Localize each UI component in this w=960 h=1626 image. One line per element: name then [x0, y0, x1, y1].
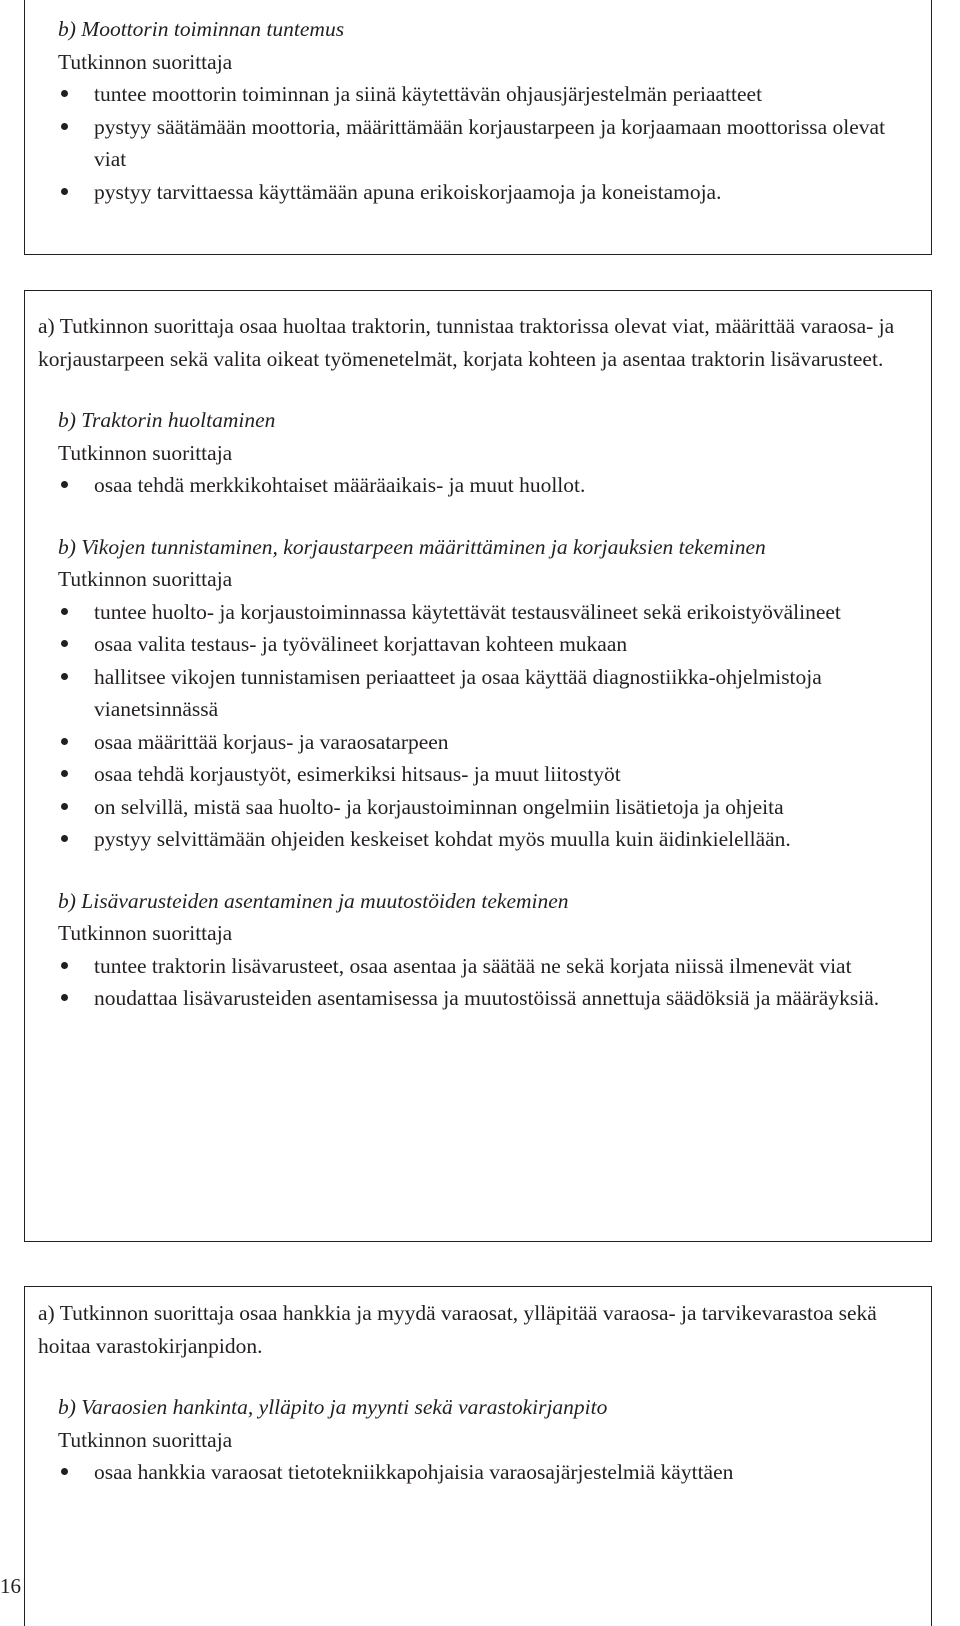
list-item: hallitsee vikojen tunnistamisen periaatteet ja osaa käyttää diagnostiikka-ohjelmistoja vianetsinnässä: [94, 661, 921, 726]
list-item: tuntee traktorin lisävarusteet, osaa asentaa ja säätää ne sekä korjata niissä ilmenevät viat: [94, 950, 921, 983]
section-subject: Tutkinnon suorittaja: [58, 49, 233, 74]
list-item: pystyy säätämään moottoria, määrittämään korjaustarpeen ja korjaamaan moottorissa olevat viat: [94, 111, 921, 176]
criteria-box-engine: [24, 0, 932, 255]
section-title: b) Vikojen tunnistaminen, korjaustarpeen määrittäminen ja korjauksien tekeminen: [58, 534, 766, 559]
page-number: 16: [0, 1574, 21, 1598]
section-subject: Tutkinnon suorittaja: [58, 440, 233, 465]
list-item: tuntee moottorin toiminnan ja siinä käytettävän ohjausjärjestelmän periaatteet: [94, 78, 921, 111]
section-subject: Tutkinnon suorittaja: [58, 921, 233, 945]
list-item: osaa valita testaus- ja työvälineet korjattavan kohteen mukaan: [94, 628, 921, 661]
list-item: pystyy selvittämään ohjeiden keskeiset kohdat myös muulla kuin äidinkielellään.: [94, 823, 921, 856]
bullet-list: [38, 950, 921, 1015]
section-subject: Tutkinnon suorittaja: [58, 567, 233, 591]
bullet-list: [38, 469, 921, 502]
section-title: b) Traktorin huoltaminen: [58, 408, 276, 432]
list-item: osaa hankkia varaosat tietotekniikkapohjaisia varaosajärjestelmiä käyttäen: [94, 1456, 921, 1489]
section-tractor-maintenance: [38, 404, 921, 502]
list-item: osaa tehdä merkkikohtaiset määräaikais- ja muut huollot.: [94, 469, 921, 502]
section-engine-knowledge: [38, 13, 921, 208]
section-fault-diagnosis: [38, 531, 921, 856]
box-intro: a) Tutkinnon suorittaja osaa huoltaa traktorin, tunnistaa traktorissa olevat viat, määrittää varaosa- ja korjaustarpeen sekä valita oikeat työmenetelmät, korjata kohteen ja asentaa traktorin lisävarusteet.: [38, 314, 895, 371]
list-item: noudattaa lisävarusteiden asentamisessa ja muutostöissä annettuja säädöksiä ja määräyksiä.: [94, 982, 921, 1015]
section-spare-parts: [38, 1391, 921, 1489]
list-item: osaa tehdä korjaustyöt, esimerkiksi hitsaus- ja muut liitostyöt: [94, 758, 921, 791]
section-title: b) Varaosien hankinta, ylläpito ja myynti sekä varastokirjanpito: [58, 1395, 608, 1419]
section-subject: Tutkinnon suorittaja: [58, 1427, 233, 1452]
list-item: on selvillä, mistä saa huolto- ja korjaustoiminnan ongelmiin lisätietoja ja ohjeita: [94, 791, 921, 824]
criteria-box-tractor: [24, 290, 932, 1242]
box-intro: a) Tutkinnon suorittaja osaa hankkia ja myydä varaosat, ylläpitää varaosa- ja tarvikevarastoa sekä hoitaa varastokirjanpidon.: [38, 1301, 877, 1358]
bullet-list: [38, 1456, 921, 1489]
list-item: tuntee huolto- ja korjaustoiminnassa käytettävät testausvälineet sekä erikoistyövälineet: [94, 596, 921, 629]
criteria-box-spare-parts: [24, 1286, 932, 1626]
section-title: b) Moottorin toiminnan tuntemus: [58, 17, 345, 41]
section-title: b) Lisävarusteiden asentaminen ja muutostöiden tekeminen: [58, 888, 569, 913]
section-accessories: [38, 885, 921, 1015]
list-item: pystyy tarvittaessa käyttämään apuna erikoiskorjaamoja ja koneistamoja.: [94, 176, 921, 209]
bullet-list: [38, 78, 921, 208]
list-item: osaa määrittää korjaus- ja varaosatarpeen: [94, 726, 921, 759]
bullet-list: [38, 596, 921, 856]
